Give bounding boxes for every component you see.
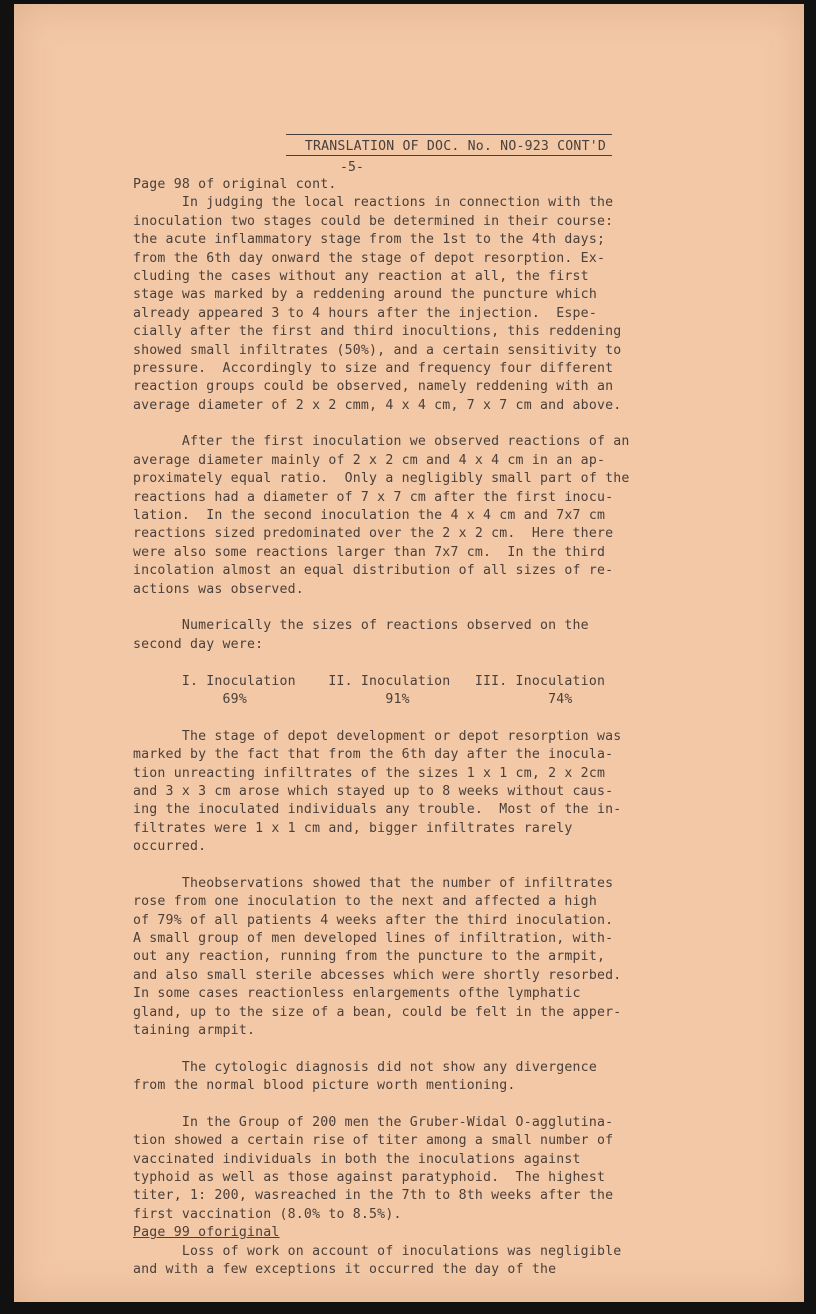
text-line: and with a few exceptions it occurred the day of the [133,1262,557,1278]
text-line: showed small infiltrates (50%), and a certain sensitivity to [133,342,622,358]
text-line: were also some reactions larger than 7x7 cm. In the third [133,544,606,560]
text-line: Loss of work on account of inoculations was negligible [133,1243,622,1259]
text-line: titer, 1: 200, wasreached in the 7th to 8th weeks after the [133,1188,614,1204]
text-line: stage was marked by a reddening around the puncture which [133,287,597,303]
page-number: -5- [340,160,364,175]
text-line: lation. In the second inoculation the 4 x 4 cm and 7x7 cm [133,508,606,524]
text-line: occurred. [133,839,207,855]
text-line: tion unreacting infiltrates of the sizes 1 x 1 cm, 2 x 2cm [133,765,606,781]
text-line: cially after the first and third inocultions, this reddening [133,324,622,340]
text-line: already appeared 3 to 4 hours after the injection. Espe- [133,305,597,321]
text-line: In the Group of 200 men the Gruber-Widal O-agglutina- [133,1114,614,1130]
text-line: reactions sized predominated over the 2 x 2 cm. Here there [133,526,614,542]
document-body [133,176,793,1279]
text-line [133,1096,793,1114]
text-line: 69% 91% 74% [133,691,573,707]
text-line: from the normal blood picture worth mentioning. [133,1078,516,1094]
text-line: rose from one inoculation to the next and affected a high [133,894,597,910]
text-line: Numerically the sizes of reactions observed on the [133,618,589,634]
text-line: reaction groups could be observed, namely reddening with an [133,379,614,395]
text-line: tion showed a certain rise of titer among a small number of [133,1133,614,1149]
text-line: from the 6th day onward the stage of depot resorption. Ex- [133,250,606,266]
text-line: incolation almost an equal distribution of all sizes of re- [133,563,614,579]
text-line: filtrates were 1 x 1 cm and, bigger infiltrates rarely [133,820,573,836]
text-line: Page 98 of original cont. [133,177,337,192]
text-line: cluding the cases without any reaction at all, the first [133,268,589,284]
text-line: second day were: [133,636,264,652]
text-line [133,654,793,672]
text-line: inoculation two stages could be determined in their course: [133,213,614,229]
text-line: the acute inflammatory stage from the 1st to the 4th days; [133,232,606,248]
text-line [133,1040,793,1058]
text-line: In some cases reactionless enlargements ofthe lymphatic [133,986,581,1002]
text-line: reactions had a diameter of 7 x 7 cm after the first inocu- [133,489,614,505]
text-line: A small group of men developed lines of infiltration, with- [133,931,614,947]
text-line: pressure. Accordingly to size and frequency four different [133,360,614,376]
text-line: proximately equal ratio. Only a negligibly small part of the [133,471,630,487]
text-line: gland, up to the size of a bean, could be felt in the apper- [133,1004,622,1020]
text-line: first vaccination (8.0% to 8.5%). [133,1206,402,1222]
text-line: Page 99 oforiginal [133,1225,280,1241]
text-line: After the first inoculation we observed reactions of an [133,434,630,450]
text-line: actions was observed. [133,581,304,597]
text-line: marked by the fact that from the 6th day after the inocula- [133,747,614,763]
text-line: out any reaction, running from the puncture to the armpit, [133,949,606,965]
text-line: and 3 x 3 cm arose which stayed up to 8 weeks without caus- [133,783,614,799]
text-line: average diameter of 2 x 2 cmm, 4 x 4 cm, 7 x 7 cm and above. [133,397,622,413]
text-line: of 79% of all patients 4 weeks after the third inoculation. [133,912,614,928]
text-line [133,856,793,874]
text-line: The stage of depot development or depot resorption was [133,728,622,744]
text-line: Theobservations showed that the number of infiltrates [133,875,614,891]
text-line: The cytologic diagnosis did not show any divergence [133,1059,597,1075]
text-line [133,415,793,433]
text-line: average diameter mainly of 2 x 2 cm and 4 x 4 cm in an ap- [133,452,606,468]
text-line: In judging the local reactions in connection with the [133,195,614,211]
document-header: TRANSLATION OF DOC. No. NO-923 CONT'D [286,134,612,156]
text-line: vaccinated individuals in both the inoculations against [133,1151,581,1167]
text-line: and also small sterile abcesses which were shortly resorbed. [133,967,622,983]
text-line [133,599,793,617]
text-line [133,709,793,727]
text-line: ing the inoculated individuals any trouble. Most of the in- [133,802,622,818]
text-line: taining armpit. [133,1022,256,1038]
text-line: I. Inoculation II. Inoculation III. Inoculation [133,673,606,689]
text-line: typhoid as well as those against paratyphoid. The highest [133,1170,606,1186]
